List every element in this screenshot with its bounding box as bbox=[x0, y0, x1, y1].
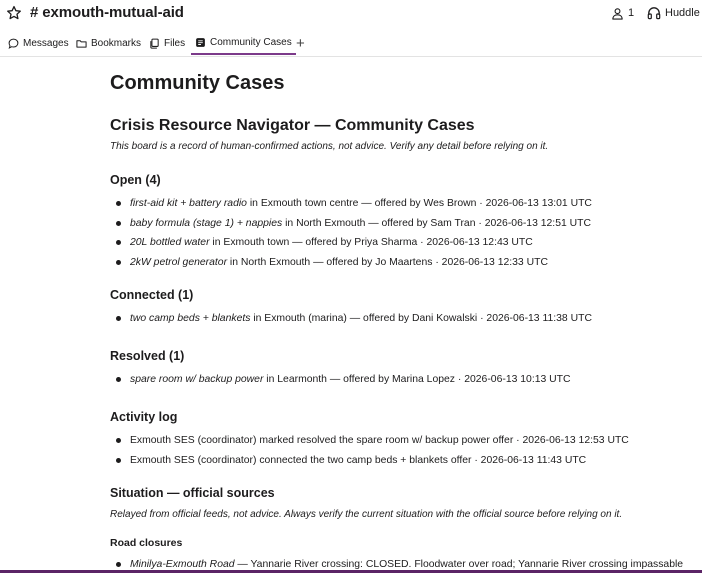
channel-name[interactable]: # exmouth-mutual-aid bbox=[30, 4, 184, 21]
intro-disclaimer: This board is a record of human-confirmed actions, not advice. Verify any detail before relying on it. bbox=[110, 141, 549, 152]
person-icon bbox=[611, 7, 624, 20]
list-item: spare room w/ backup power in Learmonth — offered by Marina Lopez · 2026-06-13 10:13 UTC bbox=[110, 372, 571, 392]
road-closures-list bbox=[110, 557, 683, 577]
chat-bubble-icon bbox=[8, 38, 19, 49]
list-item: first-aid kit + battery radio in Exmouth town centre — offered by Wes Brown · 2026-06-13 13:01 UTC bbox=[110, 196, 592, 216]
tab-bookmarks[interactable] bbox=[76, 32, 141, 54]
list-item: 20L bottled water in Exmouth town — offered by Priya Sharma · 2026-06-13 12:43 UTC bbox=[110, 235, 592, 255]
tab-label: Community Cases bbox=[210, 37, 292, 48]
list-item: Minilya-Exmouth Road — Yannarie River crossing: CLOSED. Floodwater over road; Yannarie River crossing impassable bbox=[110, 557, 683, 577]
tab-messages[interactable] bbox=[8, 32, 69, 54]
headphones-icon bbox=[647, 6, 661, 20]
list-item: Exmouth SES (coordinator) marked resolved the spare room w/ backup power offer · 2026-06-13 12:53 UTC bbox=[110, 433, 629, 453]
star-icon[interactable] bbox=[6, 5, 22, 21]
channel-header bbox=[0, 0, 702, 28]
open-heading: Open (4) bbox=[110, 173, 161, 187]
open-list bbox=[110, 196, 592, 274]
channel-tabs bbox=[0, 32, 702, 57]
huddle-label: Huddle bbox=[665, 7, 700, 19]
add-tab-button[interactable]: + bbox=[296, 34, 305, 52]
tab-label: Files bbox=[164, 37, 186, 49]
members-button[interactable] bbox=[611, 4, 634, 22]
activity-log-list bbox=[110, 433, 629, 472]
list-item: two camp beds + blankets in Exmouth (marina) — offered by Dani Kowalski · 2026-06-13 11:38 UTC bbox=[110, 311, 592, 331]
page-title: Community Cases bbox=[110, 72, 285, 94]
files-icon bbox=[149, 38, 160, 49]
connected-list bbox=[110, 311, 592, 331]
member-count: 1 bbox=[628, 7, 635, 19]
tab-community-cases[interactable] bbox=[191, 32, 296, 55]
list-item: baby formula (stage 1) + nappies in North Exmouth — offered by Sam Tran · 2026-06-13 12:51 UTC bbox=[110, 216, 592, 236]
canvas-doc-icon bbox=[195, 37, 206, 48]
activity-log-heading: Activity log bbox=[110, 410, 178, 424]
navigator-title: Crisis Resource Navigator — Community Cases bbox=[110, 117, 475, 134]
tab-files[interactable] bbox=[149, 32, 185, 54]
connected-heading: Connected (1) bbox=[110, 288, 194, 302]
list-item: 2kW petrol generator in North Exmouth — offered by Jo Maartens · 2026-06-13 12:33 UTC bbox=[110, 255, 592, 275]
list-item: Exmouth SES (coordinator) connected the two camp beds + blankets offer · 2026-06-13 11:43 UTC bbox=[110, 453, 629, 473]
situation-note: Relayed from official feeds, not advice. Always verify the current situation with the official source before relying on it. bbox=[110, 509, 623, 520]
situation-heading: Situation — official sources bbox=[110, 486, 275, 500]
folder-icon bbox=[76, 38, 87, 49]
tab-label: Bookmarks bbox=[91, 37, 142, 49]
resolved-heading: Resolved (1) bbox=[110, 349, 185, 363]
resolved-list bbox=[110, 372, 571, 392]
tab-label: Messages bbox=[23, 37, 69, 49]
road-closures-heading: Road closures bbox=[110, 537, 183, 549]
huddle-button[interactable] bbox=[647, 4, 700, 22]
